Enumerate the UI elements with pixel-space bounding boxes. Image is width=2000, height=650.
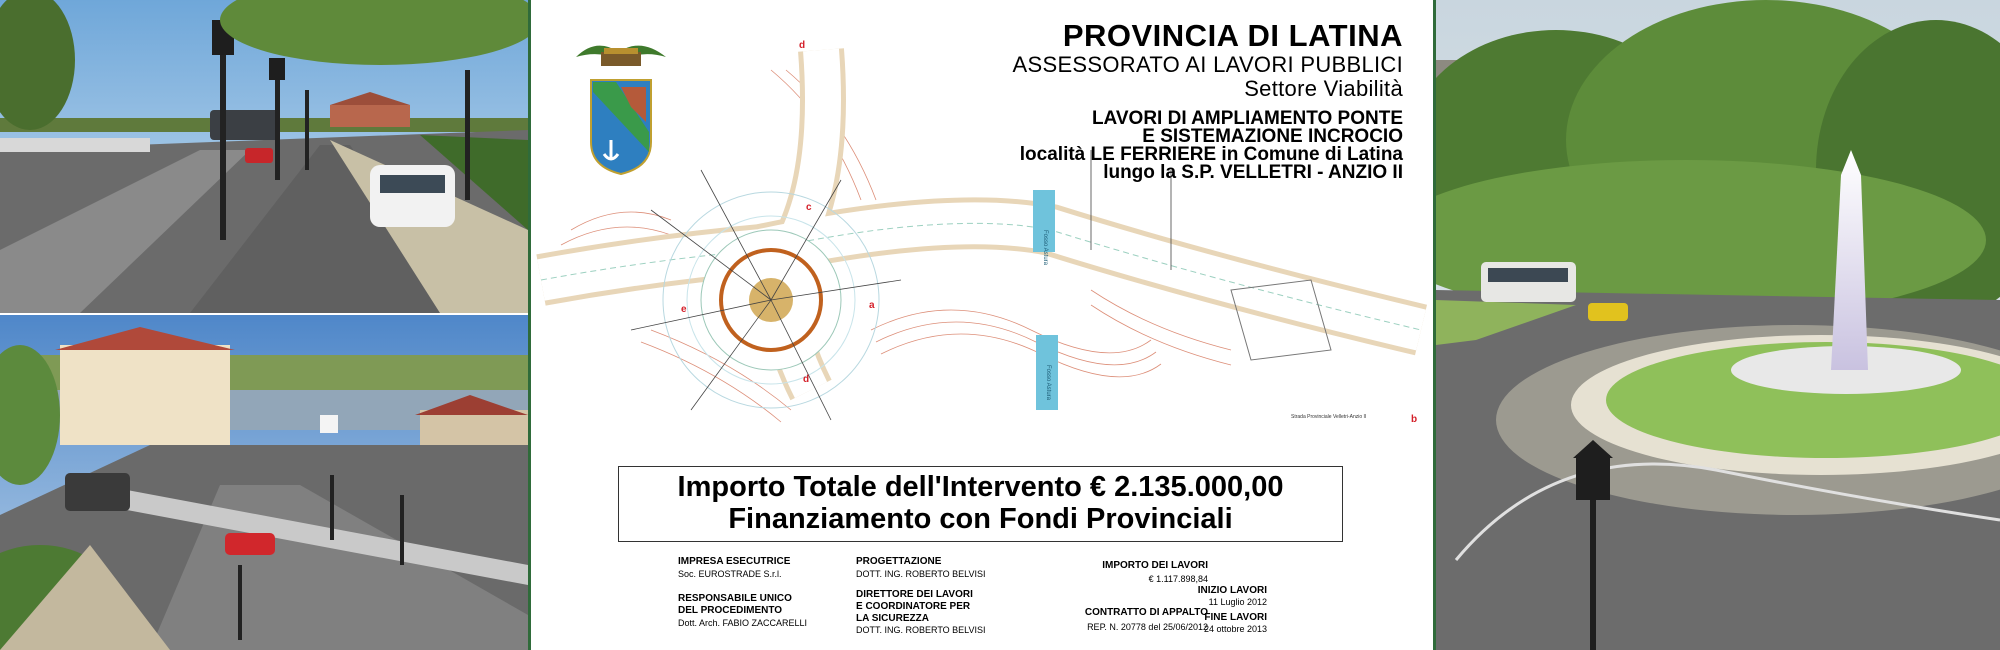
header-title: PROVINCIA DI LATINA [1062,18,1403,53]
project-line-3: località LE FERRIERE in Comune di Latina [1019,144,1403,165]
manager-value: Dott. Arch. FABIO ZACCARELLI [678,618,808,628]
contractor-value: Soc. EUROSTRADE S.r.l. [678,569,782,579]
works-amount-label: IMPORTO DEI LAVORI [1102,560,1208,571]
render-curving-road [0,315,528,650]
design-value: DOTT. ING. ROBERTO BELVISI [856,569,986,579]
map-point-a: a [869,300,875,311]
works-amount-value: € 1.117.898,84 [1148,574,1208,584]
map-point-c: c [806,202,812,213]
end-value: 24 ottobre 2013 [1203,624,1267,634]
manager-label-2: DEL PROCEDIMENTO [678,605,783,616]
project-line-1: LAVORI DI AMPLIAMENTO PONTE [1091,108,1403,129]
start-value: 11 Luglio 2012 [1208,597,1267,607]
map-point-d-north: d [799,40,806,51]
map-point-d-south: d [803,374,810,385]
contract-value: REP. N. 20778 del 25/06/2012 [1087,622,1208,632]
render-bridge-road [0,0,528,313]
map-point-b: b [1411,414,1418,425]
road-label: Strada Provinciale Velletri-Anzio II [1291,414,1367,420]
site-plan [531,30,1433,490]
funding-total: Importo Totale dell'Intervento € 2.135.000,00 [677,471,1284,503]
header-sector: Settore Viabilità [1244,76,1403,101]
end-label: FINE LAVORI [1204,612,1267,623]
header-department: ASSESSORATO AI LAVORI PUBBLICI [1012,52,1403,77]
director-value: DOTT. ING. ROBERTO BELVISI [856,625,986,635]
water-label-south: Fosso Astura [1045,365,1051,401]
render-roundabout-fountain [1436,0,2000,650]
project-board [531,0,1433,650]
director-label-1: DIRETTORE DEI LAVORI [856,589,973,600]
manager-label-1: RESPONSABILE UNICO [678,593,792,604]
funding-box [618,466,1343,542]
contractor-label: IMPRESA ESECUTRICE [678,556,791,567]
start-label: INIZIO LAVORI [1197,585,1267,596]
map-point-e: e [681,304,687,315]
project-line-4: lungo la S.P. VELLETRI - ANZIO II [1103,162,1403,183]
director-label-2: E COORDINATORE PER [856,601,971,612]
funding-source: Finanziamento con Fondi Provinciali [728,503,1233,535]
director-label-3: LA SICUREZZA [856,613,929,624]
contract-label: CONTRATTO DI APPALTO [1084,607,1208,618]
project-line-2: E SISTEMAZIONE INCROCIO [1142,126,1403,147]
design-label: PROGETTAZIONE [856,556,942,567]
water-label-north: Fosso Astura [1042,230,1048,266]
